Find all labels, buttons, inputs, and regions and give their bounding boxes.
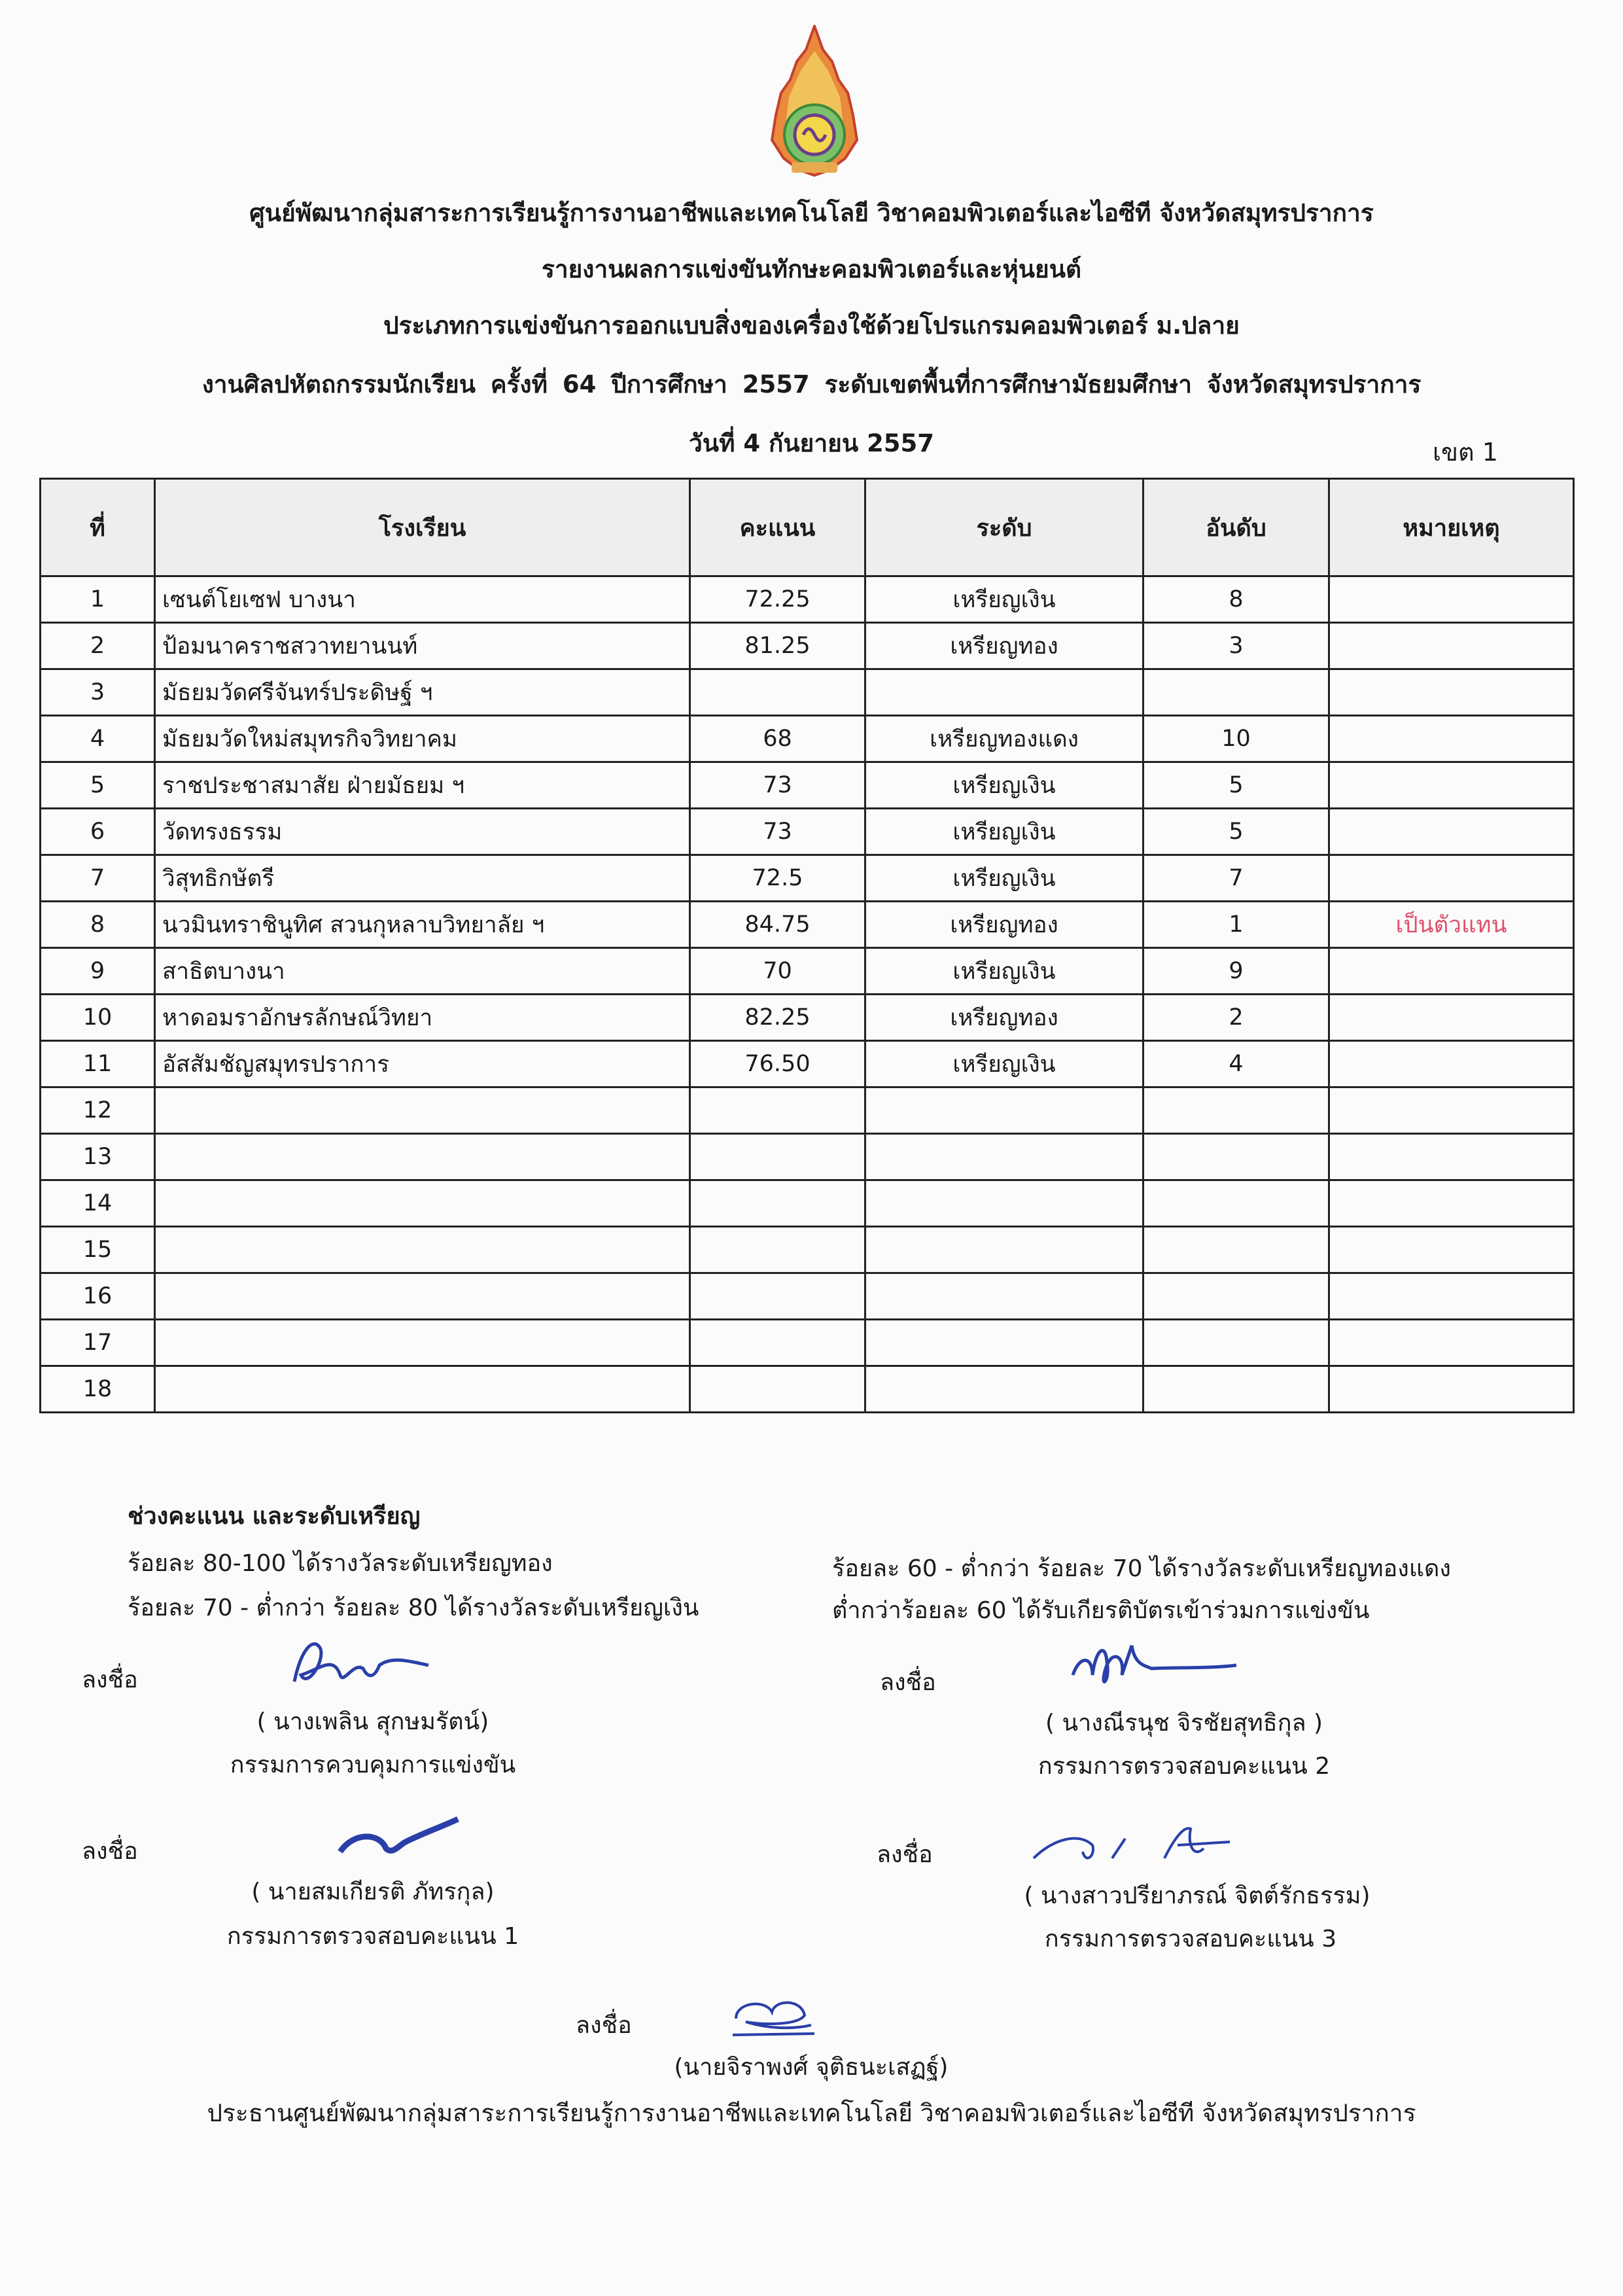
row-number-cell: 9 [41,948,155,995]
medal-level-cell: เหรียญทอง [865,995,1143,1041]
table-header-row [41,479,1574,576]
score-cell: 81.25 [690,623,865,669]
remark-cell [1329,1134,1574,1180]
table-row [41,669,1574,716]
score-cell: 73 [690,762,865,809]
score-cell [690,1320,865,1366]
criteria-gold: ร้อยละ 80-100 ได้รางวัลระดับเหรียญทอง [128,1550,553,1577]
ministry-emblem [765,25,864,177]
score-cell [690,1273,865,1320]
rank-cell [1143,1366,1329,1413]
row-number-cell: 1 [41,576,155,623]
medal-level-cell [865,1366,1143,1413]
rank-cell [1143,1134,1329,1180]
rank-cell: 10 [1143,716,1329,762]
remark-cell [1329,576,1574,623]
rank-cell: 3 [1143,623,1329,669]
medal-level-cell [865,1134,1143,1180]
row-number-cell: 18 [41,1366,155,1413]
signer-4-role: กรรมการตรวจสอบคะแนน 3 [1044,1926,1337,1952]
remark-cell [1329,1227,1574,1273]
medal-level-cell [865,669,1143,716]
score-cell [690,1227,865,1273]
school-name-cell [155,1227,690,1273]
signer-3-name: ( นายสมเกียรติ ภัทรกุล) [251,1879,495,1905]
table-row [41,1041,1574,1087]
sign-label-1: ลงชื่อ [82,1667,138,1693]
col-header-level: ระดับ [865,479,1143,576]
school-name-cell: เซนต์โยเซฟ บางนา [155,576,690,623]
medal-level-cell: เหรียญทอง [865,902,1143,948]
school-name-cell: นวมินทราชินูทิศ สวนกุหลาบวิทยาลัย ฯ [155,902,690,948]
school-name-cell: อัสสัมชัญสมุทรปราการ [155,1041,690,1087]
table-row [41,1227,1574,1273]
score-cell: 82.25 [690,995,865,1041]
remark-cell [1329,1180,1574,1227]
signer-2-role: กรรมการตรวจสอบคะแนน 2 [1038,1753,1331,1780]
medal-level-cell: เหรียญเงิน [865,1041,1143,1087]
header-line-3: ประเภทการแข่งขันการออกแบบสิ่งของเครื่องใช้ด้วยโปรแกรมคอมพิวเตอร์ ม.ปลาย [383,311,1240,340]
remark-cell [1329,762,1574,809]
score-cell: 73 [690,809,865,855]
competition-date: วันที่ 4 กันยายน 2557 [689,429,934,457]
col-header-note: หมายเหตุ [1329,479,1574,576]
rank-cell: 9 [1143,948,1329,995]
school-name-cell: หาดอมราอักษรลักษณ์วิทยา [155,995,690,1041]
row-number-cell: 10 [41,995,155,1041]
table-row [41,623,1574,669]
school-name-cell: วัดทรงธรรม [155,809,690,855]
remark-cell [1329,1087,1574,1134]
rank-cell [1143,1227,1329,1273]
school-name-cell: วิสุทธิกษัตรี [155,855,690,902]
chair-name: (นายจิราพงศ์ จุติธนะเสฏฐ์) [674,2054,949,2081]
school-name-cell [155,1273,690,1320]
col-header-no: ที่ [41,479,155,576]
rank-cell [1143,669,1329,716]
signature-3 [327,1806,471,1865]
row-number-cell: 2 [41,623,155,669]
remark-cell [1329,669,1574,716]
col-header-rank: อันดับ [1143,479,1329,576]
row-number-cell: 15 [41,1227,155,1273]
rank-cell: 5 [1143,762,1329,809]
sign-label-chair: ลงชื่อ [576,2012,632,2039]
table-row [41,948,1574,995]
remark-cell [1329,716,1574,762]
signer-3-role: กรรมการตรวจสอบคะแนน 1 [226,1923,519,1950]
header-line-4: งานศิลปหัตถกรรมนักเรียน ครั้งที่ 64 ปีการศึกษา 2557 ระดับเขตพื้นที่การศึกษามัธยมศึกษา จังหวัดสมุทรปราการ [201,370,1422,398]
row-number-cell: 13 [41,1134,155,1180]
table-row [41,855,1574,902]
signer-1-role: กรรมการควบคุมการแข่งขัน [230,1752,516,1778]
table-row [41,902,1574,948]
table-row [41,1366,1574,1413]
score-cell [690,1134,865,1180]
school-name-cell [155,1366,690,1413]
header-line-1: ศูนย์พัฒนากลุ่มสาระการเรียนรู้การงานอาชีพและเทคโนโลยี วิชาคอมพิวเตอร์และไอซีที จังหวัดสมุทรปราการ [249,199,1374,227]
table-row [41,576,1574,623]
signer-4-name: ( นางสาวปรียาภรณ์ จิตต์รักธรรม) [1024,1882,1370,1909]
rank-cell [1143,1273,1329,1320]
rank-cell: 2 [1143,995,1329,1041]
table-row [41,1320,1574,1366]
row-number-cell: 3 [41,669,155,716]
table-row [41,762,1574,809]
sign-label-2: ลงชื่อ [880,1669,936,1696]
sign-label-4: ลงชื่อ [877,1841,933,1868]
score-cell: 68 [690,716,865,762]
rank-cell: 4 [1143,1041,1329,1087]
medal-level-cell [865,1087,1143,1134]
rank-cell: 5 [1143,809,1329,855]
remark-cell [1329,948,1574,995]
score-cell: 84.75 [690,902,865,948]
table-row [41,1087,1574,1134]
medal-level-cell: เหรียญเงิน [865,948,1143,995]
row-number-cell: 11 [41,1041,155,1087]
score-cell [690,1180,865,1227]
criteria-bronze: ร้อยละ 60 - ต่ำกว่า ร้อยละ 70 ได้รางวัลระดับเหรียญทองแดง [832,1555,1452,1582]
col-header-school: โรงเรียน [155,479,690,576]
signature-1 [281,1629,438,1701]
signer-1-name: ( นางเพลิน สุกษมรัตน์) [256,1708,489,1735]
row-number-cell: 6 [41,809,155,855]
score-cell: 72.25 [690,576,865,623]
signature-2 [1060,1629,1243,1701]
school-name-cell [155,1320,690,1366]
school-name-cell [155,1134,690,1180]
sign-label-3: ลงชื่อ [82,1838,138,1865]
school-name-cell: มัธยมวัดใหม่สมุทรกิจวิทยาคม [155,716,690,762]
table-row [41,809,1574,855]
row-number-cell: 16 [41,1273,155,1320]
school-name-cell: สาธิตบางนา [155,948,690,995]
row-number-cell: 14 [41,1180,155,1227]
criteria-certificate: ต่ำกว่าร้อยละ 60 ได้รับเกียรติบัตรเข้าร่วมการแข่งขัน [832,1597,1370,1624]
school-name-cell: ป้อมนาคราชสวาทยานนท์ [155,623,690,669]
row-number-cell: 4 [41,716,155,762]
medal-level-cell [865,1180,1143,1227]
medal-level-cell: เหรียญทอง [865,623,1143,669]
score-cell: 70 [690,948,865,995]
signature-chair [726,1989,818,2041]
rank-cell: 8 [1143,576,1329,623]
medal-level-cell [865,1320,1143,1366]
row-number-cell: 17 [41,1320,155,1366]
remark-cell [1329,1273,1574,1320]
score-cell: 72.5 [690,855,865,902]
medal-level-cell [865,1227,1143,1273]
school-name-cell [155,1180,690,1227]
signature-4 [1021,1812,1243,1878]
remark-cell: เป็นตัวแทน [1329,902,1574,948]
rank-cell [1143,1087,1329,1134]
medal-level-cell: เหรียญทองแดง [865,716,1143,762]
score-cell [690,1366,865,1413]
school-name-cell [155,1087,690,1134]
rank-cell: 1 [1143,902,1329,948]
results-table [39,478,1575,1413]
zone-label: เขต 1 [1433,438,1498,467]
table-row [41,716,1574,762]
table-row [41,1180,1574,1227]
remark-cell [1329,1320,1574,1366]
school-name-cell: มัธยมวัดศรีจันทร์ประดิษฐ์ ฯ [155,669,690,716]
medal-level-cell: เหรียญเงิน [865,855,1143,902]
chair-role: ประธานศูนย์พัฒนากลุ่มสาระการเรียนรู้การงานอาชีพและเทคโนโลยี วิชาคอมพิวเตอร์และไอซีที จังหวัดสมุทรปราการ [207,2099,1416,2127]
rank-cell [1143,1320,1329,1366]
row-number-cell: 12 [41,1087,155,1134]
table-row [41,1134,1574,1180]
remark-cell [1329,1041,1574,1087]
score-cell: 76.50 [690,1041,865,1087]
col-header-score: คะแนน [690,479,865,576]
row-number-cell: 7 [41,855,155,902]
table-row [41,1273,1574,1320]
medal-level-cell: เหรียญเงิน [865,762,1143,809]
rank-cell [1143,1180,1329,1227]
criteria-title: ช่วงคะแนน และระดับเหรียญ [128,1503,421,1530]
medal-level-cell [865,1273,1143,1320]
row-number-cell: 8 [41,902,155,948]
rank-cell: 7 [1143,855,1329,902]
remark-cell [1329,855,1574,902]
criteria-silver: ร้อยละ 70 - ต่ำกว่า ร้อยละ 80 ได้รางวัลระดับเหรียญเงิน [128,1595,699,1621]
row-number-cell: 5 [41,762,155,809]
score-cell [690,669,865,716]
remark-cell [1329,809,1574,855]
remark-cell [1329,623,1574,669]
score-cell [690,1087,865,1134]
table-row [41,995,1574,1041]
medal-level-cell: เหรียญเงิน [865,576,1143,623]
remark-cell [1329,995,1574,1041]
header-line-2: รายงานผลการแข่งขันทักษะคอมพิวเตอร์และหุ่นยนต์ [541,255,1082,283]
signer-2-name: ( นางณีรนุช จิรชัยสุทธิกุล ) [1045,1710,1323,1737]
school-name-cell: ราชประชาสมาสัย ฝ่ายมัธยม ฯ [155,762,690,809]
medal-level-cell: เหรียญเงิน [865,809,1143,855]
remark-cell [1329,1366,1574,1413]
